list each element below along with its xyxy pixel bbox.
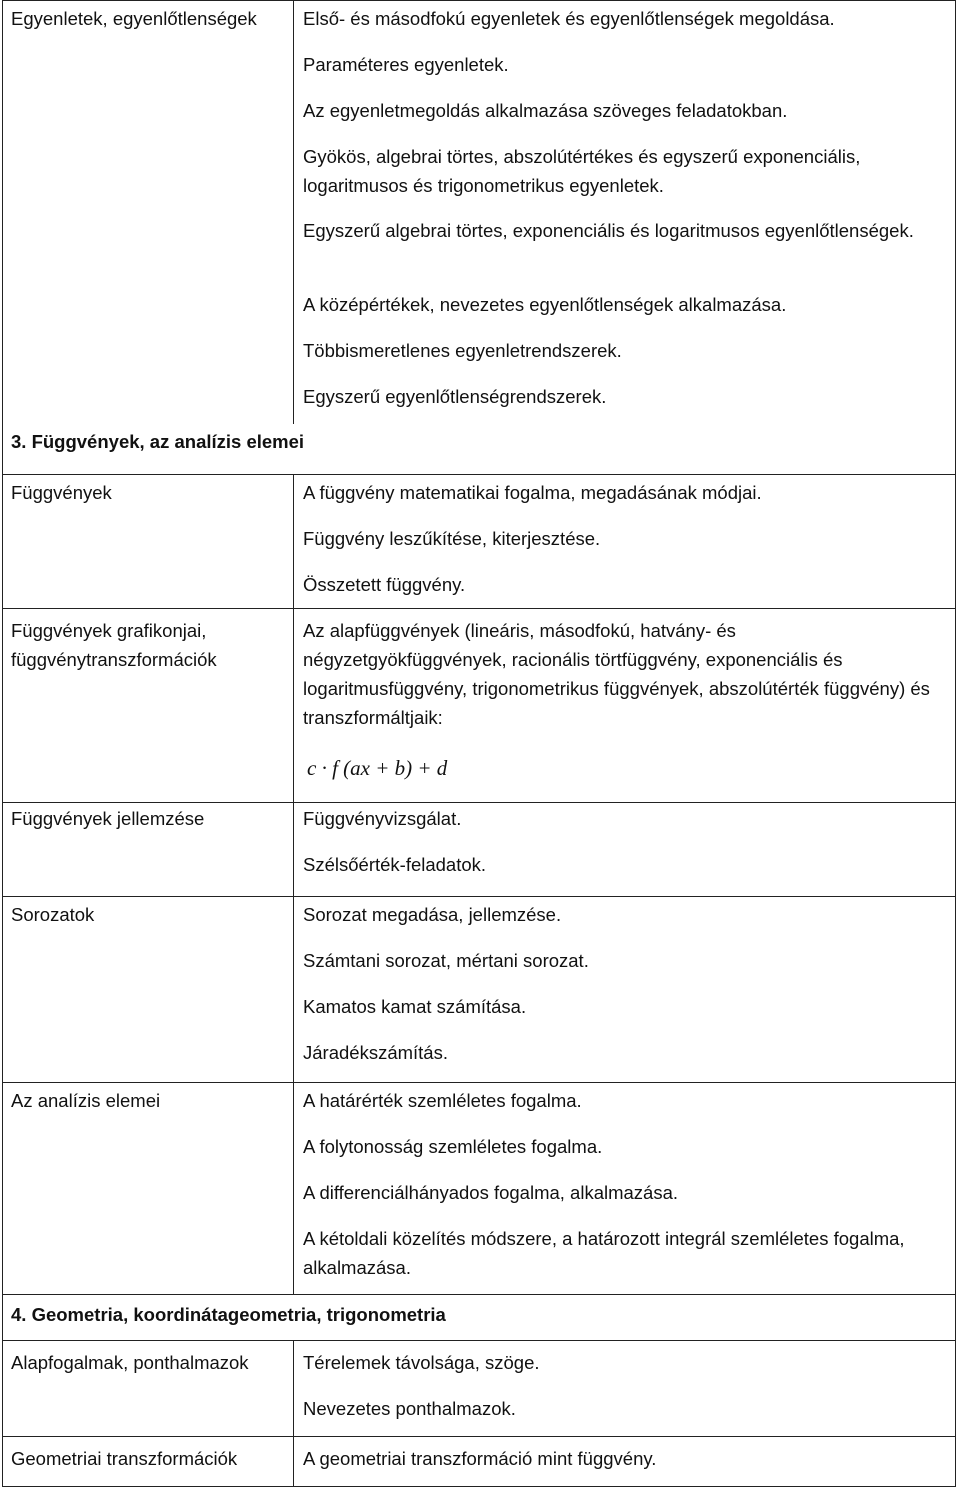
- table-row: [2, 896, 956, 1082]
- section-header-row: [2, 424, 956, 474]
- content-item: Járadékszámítás.: [303, 1042, 448, 1063]
- topic-cell: Függvények jellemzése: [11, 808, 205, 829]
- content-item: Első- és másodfokú egyenletek és egyenlőtlenségek megoldása.: [303, 8, 835, 29]
- column-divider: [293, 1436, 294, 1486]
- content-item: Szélsőérték-feladatok.: [303, 854, 487, 875]
- content-item: A határérték szemléletes fogalma.: [303, 1090, 582, 1111]
- content-item: Többismeretlenes egyenletrendszerek.: [303, 340, 622, 361]
- content-item: Az egyenletmegoldás alkalmazása szöveges feladatokban.: [303, 100, 788, 121]
- table-row: [2, 1436, 956, 1486]
- column-divider: [293, 1082, 294, 1294]
- content-item: A geometriai transzformáció mint függvény.: [303, 1448, 657, 1469]
- topic-cell: Az analízis elemei: [11, 1090, 161, 1111]
- content-item: A folytonosság szemléletes fogalma.: [303, 1136, 603, 1157]
- content-item: A differenciálhányados fogalma, alkalmazása.: [303, 1182, 679, 1203]
- section-title: 3. Függvények, az analízis elemei: [11, 431, 305, 452]
- content-item: Számtani sorozat, mértani sorozat.: [303, 950, 589, 971]
- section-title: 4. Geometria, koordinátageometria, trigonometria: [11, 1304, 446, 1325]
- table-row: [2, 1082, 956, 1294]
- content-item: Egyszerű egyenlőtlenségrendszerek.: [303, 386, 607, 407]
- content-item: Függvény leszűkítése, kiterjesztése.: [303, 528, 601, 549]
- topic-cell: Alapfogalmak, ponthalmazok: [11, 1352, 249, 1373]
- column-divider: [293, 474, 294, 608]
- content-item: A középértékek, nevezetes egyenlőtlenségek alkalmazása.: [303, 294, 787, 315]
- content-item: Kamatos kamat számítása.: [303, 996, 527, 1017]
- table-row: [2, 1340, 956, 1436]
- table-row: [2, 0, 956, 424]
- content-item: Nevezetes ponthalmazok.: [303, 1398, 516, 1419]
- table-row: [2, 802, 956, 896]
- content-item: Egyszerű algebrai törtes, exponenciális és logaritmusos egyenlőtlenségek.: [303, 220, 914, 241]
- column-divider: [293, 608, 294, 802]
- column-divider: [293, 0, 294, 424]
- content-item: Paraméteres egyenletek.: [303, 54, 509, 75]
- table-row: [2, 474, 956, 608]
- content-item: Térelemek távolsága, szöge.: [303, 1352, 540, 1373]
- topic-cell: Függvények grafikonjai, függvénytranszformációk: [11, 620, 217, 670]
- section-header-row: [2, 1294, 956, 1340]
- topic-cell: Egyenletek, egyenlőtlenségek: [11, 8, 257, 29]
- content-item: A kétoldali közelítés módszere, a határozott integrál szemléletes fogalma, alkalmazása.: [303, 1228, 905, 1278]
- content-item: Összetett függvény.: [303, 574, 466, 595]
- column-divider: [293, 896, 294, 1082]
- topic-cell: Függvények: [11, 482, 112, 503]
- content-item: Függvényvizsgálat.: [303, 808, 462, 829]
- formula: c · f (ax + b) + d: [307, 756, 448, 780]
- content-item: Gyökös, algebrai törtes, abszolútértékes és egyszerű exponenciális, logaritmusos és trigonometrikus egyenletek.: [303, 146, 861, 196]
- content-item: Sorozat megadása, jellemzése.: [303, 904, 562, 925]
- column-divider: [293, 1340, 294, 1436]
- table-border: [2, 1486, 956, 1487]
- column-divider: [293, 802, 294, 896]
- table-row: [2, 608, 956, 802]
- topic-cell: Geometriai transzformációk: [11, 1448, 238, 1469]
- document-page: [2, 0, 958, 1494]
- topic-cell: Sorozatok: [11, 904, 95, 925]
- content-item: A függvény matematikai fogalma, megadásának módjai.: [303, 482, 762, 503]
- content-item: Az alapfüggvények (lineáris, másodfokú, hatvány- és négyzetgyökfüggvények, racionális törtfüggvény, exponenciális és logaritmusfüggvény, trigonometrikus függvények, abszolútérték függvény) és transzformáltjaik:: [303, 620, 930, 728]
